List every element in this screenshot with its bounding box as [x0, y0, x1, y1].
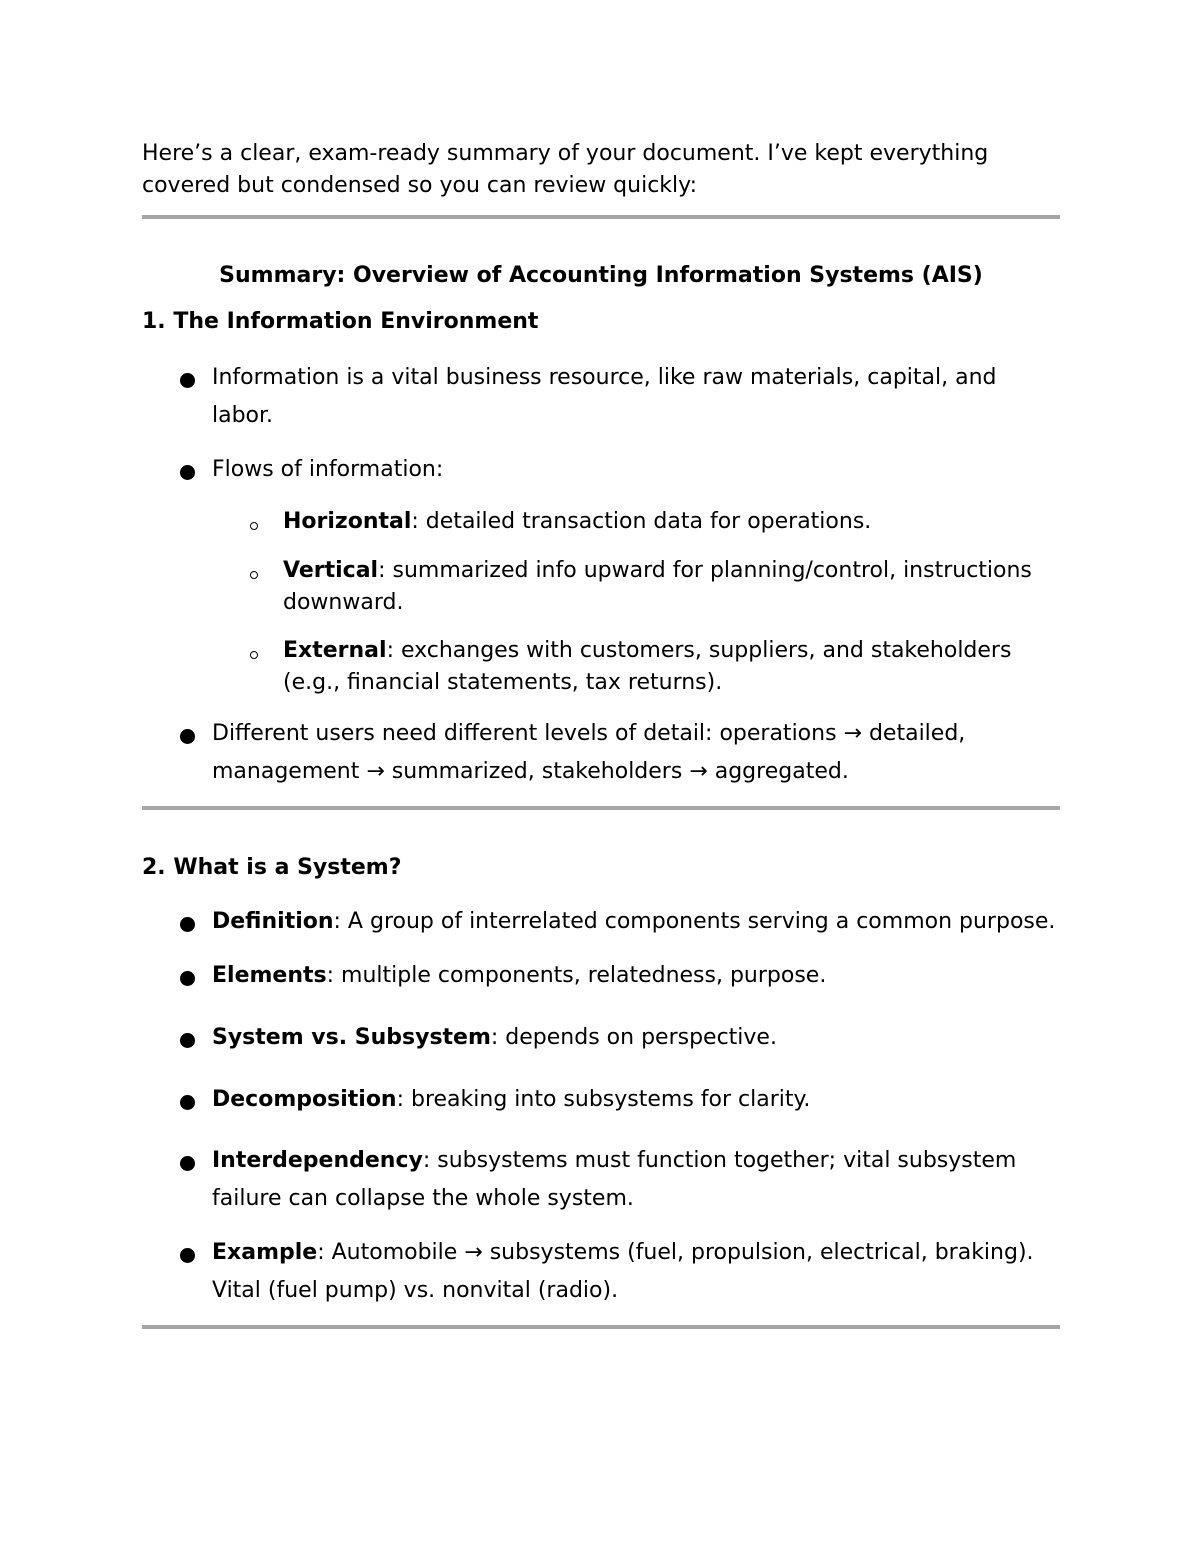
- divider: [142, 1325, 1060, 1329]
- sub-item-text: : summarized info upward for planning/control, instructions downward.: [283, 558, 1032, 615]
- list-item: [142, 1142, 1060, 1218]
- list-item: [142, 903, 1060, 941]
- bullet-term: System vs. Subsystem: [212, 1025, 491, 1050]
- bullet-term: Definition: [212, 909, 334, 934]
- hollow-bullet-icon: [250, 651, 258, 659]
- section-heading-information-environment: 1. The Information Environment: [142, 309, 539, 334]
- list-item: [142, 359, 1060, 435]
- sub-item-text: : exchanges with customers, suppliers, and stakeholders (e.g., financial statements, tax returns).: [283, 638, 1012, 695]
- sub-item-term: Vertical: [283, 558, 379, 583]
- bullet-text: Different users need different levels of detail: operations → detailed, management → summarized, stakeholders → aggregated.: [212, 721, 966, 784]
- bullet-text: Flows of information:: [212, 457, 444, 482]
- bullet-icon: [180, 917, 195, 932]
- bullet-icon: [180, 971, 195, 986]
- bullet-icon: [180, 1248, 195, 1263]
- divider: [142, 806, 1060, 810]
- hollow-bullet-icon: [250, 571, 258, 579]
- bullet-text: : multiple components, relatedness, purpose.: [326, 963, 827, 988]
- bullet-term: Example: [212, 1240, 318, 1265]
- sub-list-item: [142, 506, 1060, 538]
- bullet-icon: [180, 729, 195, 744]
- bullet-icon: [180, 1156, 195, 1171]
- sub-list-item: [142, 635, 1060, 699]
- bullet-icon: [180, 1095, 195, 1110]
- intro-paragraph: Here’s a clear, exam-ready summary of your document. I’ve kept everything covered but condensed so you can review quickly:: [142, 141, 989, 198]
- section-heading-what-is-a-system: 2. What is a System?: [142, 855, 402, 880]
- bullet-text: : A group of interrelated components serving a common purpose.: [333, 909, 1056, 934]
- list-item: [142, 715, 1060, 791]
- bullet-text: : breaking into subsystems for clarity.: [396, 1087, 811, 1112]
- list-item: [142, 957, 1060, 995]
- list-item: [142, 1081, 1060, 1119]
- list-item: [142, 451, 1060, 489]
- section1-sub-list: [142, 506, 1060, 699]
- bullet-text: Information is a vital business resource, like raw materials, capital, and labor.: [212, 365, 997, 428]
- bullet-icon: [180, 1033, 195, 1048]
- bullet-text: : Automobile → subsystems (fuel, propulsion, electrical, braking). Vital (fuel pump) vs. nonvital (radio).: [212, 1240, 1034, 1303]
- bullet-icon: [180, 465, 195, 480]
- section1-bullet-list: [142, 359, 1060, 489]
- document-title: Summary: Overview of Accounting Information Systems (AIS): [219, 263, 983, 288]
- list-item: [142, 1019, 1060, 1057]
- sub-item-term: Horizontal: [283, 509, 412, 534]
- list-item: [142, 1234, 1060, 1310]
- bullet-term: Decomposition: [212, 1087, 397, 1112]
- sub-list-item: [142, 555, 1060, 619]
- section1-bullet-list-2: [142, 715, 1060, 791]
- document-page: [142, 138, 1060, 1329]
- hollow-bullet-icon: [250, 522, 258, 530]
- bullet-text: : subsystems must function together; vital subsystem failure can collapse the whole system.: [212, 1148, 1017, 1211]
- sub-item-text: : detailed transaction data for operations.: [411, 509, 872, 534]
- bullet-term: Interdependency: [212, 1148, 423, 1173]
- sub-item-term: External: [283, 638, 387, 663]
- section2-bullet-list: [142, 903, 1060, 1310]
- bullet-text: : depends on perspective.: [490, 1025, 777, 1050]
- divider: [142, 215, 1060, 219]
- bullet-term: Elements: [212, 963, 327, 988]
- bullet-icon: [180, 373, 195, 388]
